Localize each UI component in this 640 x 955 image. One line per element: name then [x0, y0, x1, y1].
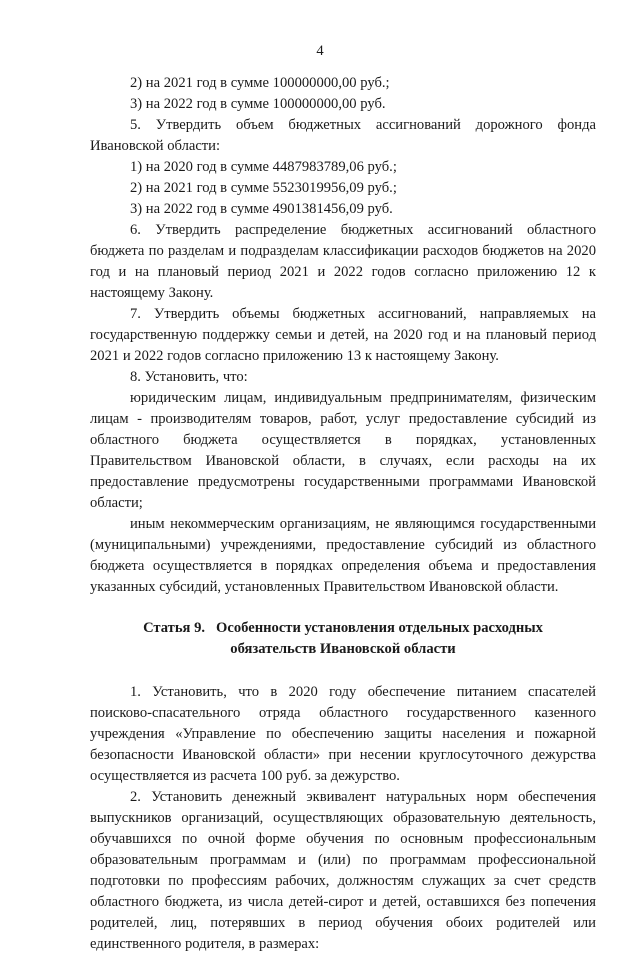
article-heading-line2: обязательств Ивановской области: [230, 641, 456, 657]
body-text-after: [90, 682, 596, 955]
document-page: [90, 40, 596, 955]
paragraph: 6. Утвердить распределение бюджетных ассигнований областного бюджета по разделам и подразделам классификации расходов бюджетов на 2020 год и на плановый период 2021 и 2022 годов согласно приложению 12 к настоящему Закону.: [90, 222, 596, 301]
paragraph: 2) на 2021 год в сумме 100000000,00 руб.;: [130, 75, 390, 91]
paragraph: 8. Установить, что:: [130, 369, 248, 385]
paragraph: юридическим лицам, индивидуальным предпринимателям, физическим лицам - производителям товаров, работ, услуг предоставление субсидий из областного бюджета осуществляется в порядках, установленных Правительством Ивановской области, в случаях, если расходы на их предоставление предусмотрены государственными программами Ивановской области;: [90, 390, 596, 511]
paragraph: 3) на 2022 год в сумме 100000000,00 руб.: [130, 96, 386, 112]
article-heading: [90, 618, 596, 660]
paragraph: 2. Установить денежный эквивалент натуральных норм обеспечения выпускников организаций, осуществляющих образовательную деятельность, обучавшихся по очной форме обучения по основным профессиональным образовательным программам и (или) по программам профессиональной подготовки по профессиям рабочих, должностям служащих за счет средств областного бюджета, из числа детей-сирот и детей, оставшихся без попечения родителей, лиц, потерявших в период обучения обоих родителей или единственного родителя, в размерах:: [90, 789, 596, 952]
paragraph: 5. Утвердить объем бюджетных ассигнований дорожного фонда Ивановской области:: [90, 117, 596, 154]
article-heading-line1: Статья 9. Особенности установления отдельных расходных: [143, 620, 543, 636]
body-text-before: [90, 73, 596, 598]
paragraph: иным некоммерческим организациям, не являющимся государственными (муниципальными) учреждениями, предоставление субсидий из областного бюджета осуществляется в порядках определения объема и предоставления указанных субсидий, установленных Правительством Ивановской области.: [90, 516, 596, 595]
page-number: 4: [316, 43, 324, 59]
paragraph: 1. Установить, что в 2020 году обеспечение питанием спасателей поисково-спасательного отряда областного государственного казенного учреждения «Управление по обеспечению защиты населения и пожарной безопасности Ивановской области» при несении круглосуточного дежурства осуществляется из расчета 100 руб. за дежурство.: [90, 684, 596, 784]
paragraph: 2) на 2021 год в сумме 5523019956,09 руб.;: [130, 180, 397, 196]
paragraph: 7. Утвердить объемы бюджетных ассигнований, направляемых на государственную поддержку семьи и детей, на 2020 год и на плановый период 2021 и 2022 годов согласно приложению 13 к настоящему Закону.: [90, 306, 596, 364]
paragraph: 3) на 2022 год в сумме 4901381456,09 руб.: [130, 201, 393, 217]
paragraph: 1) на 2020 год в сумме 4487983789,06 руб.;: [130, 159, 397, 175]
